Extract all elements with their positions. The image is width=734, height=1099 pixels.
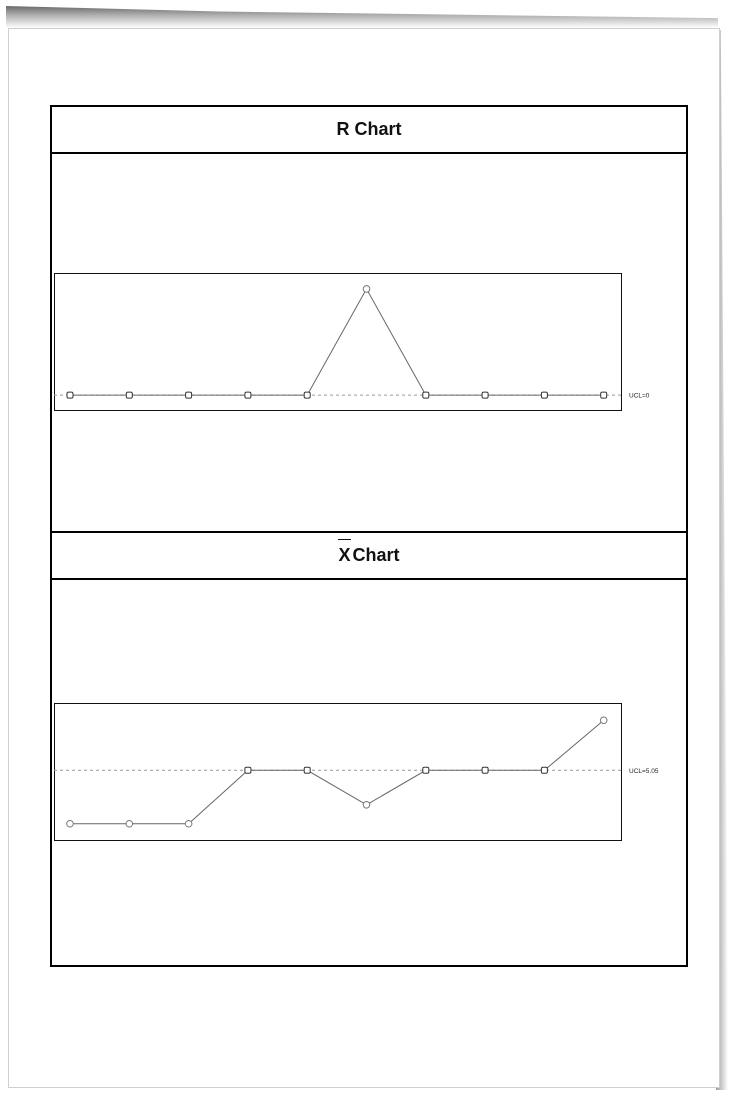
xbar-chart-data-point (185, 820, 192, 827)
xbar-chart-plot-area (55, 704, 622, 841)
xbar-chart-data-point (363, 801, 370, 808)
xbar-chart-data-point (304, 767, 310, 773)
xbar-chart-data-point (67, 820, 74, 827)
xbar-chart-data-point (541, 767, 547, 773)
r-chart-title-bar (52, 107, 686, 154)
xbar-chart-title-bar (52, 531, 686, 580)
r-chart-title: R Chart (336, 119, 402, 139)
r-chart-reference-label: UCL=0 (629, 392, 650, 400)
r-chart-plot (54, 273, 650, 411)
xbar-chart-data-point (245, 767, 251, 773)
r-chart-data-point (541, 392, 547, 398)
r-chart-data-point (126, 392, 132, 398)
r-chart-data-point (304, 392, 310, 398)
xbar-chart-series-line (70, 720, 604, 824)
r-chart-data-point (423, 392, 429, 398)
xbar-chart-data-point (482, 767, 488, 773)
r-chart-data-point (363, 286, 370, 293)
page-curl-shadow-top (6, 6, 718, 28)
r-chart-data-point (67, 392, 73, 398)
xbar-chart-reference-label: UCL=5.05 (629, 767, 659, 775)
xbar-chart-plot (54, 703, 659, 841)
r-chart-series-line (70, 289, 604, 395)
xbar-symbol: X (338, 545, 351, 565)
xbar-chart-data-point (423, 767, 429, 773)
r-chart-data-point (245, 392, 251, 398)
r-chart-data-point (601, 392, 607, 398)
r-chart-data-point (186, 392, 192, 398)
r-chart-plot-area (55, 274, 622, 411)
r-chart-data-point (482, 392, 488, 398)
xbar-chart-title: Chart (352, 545, 400, 565)
xbar-chart-data-point (600, 717, 607, 724)
xbar-chart-data-point (126, 820, 133, 827)
